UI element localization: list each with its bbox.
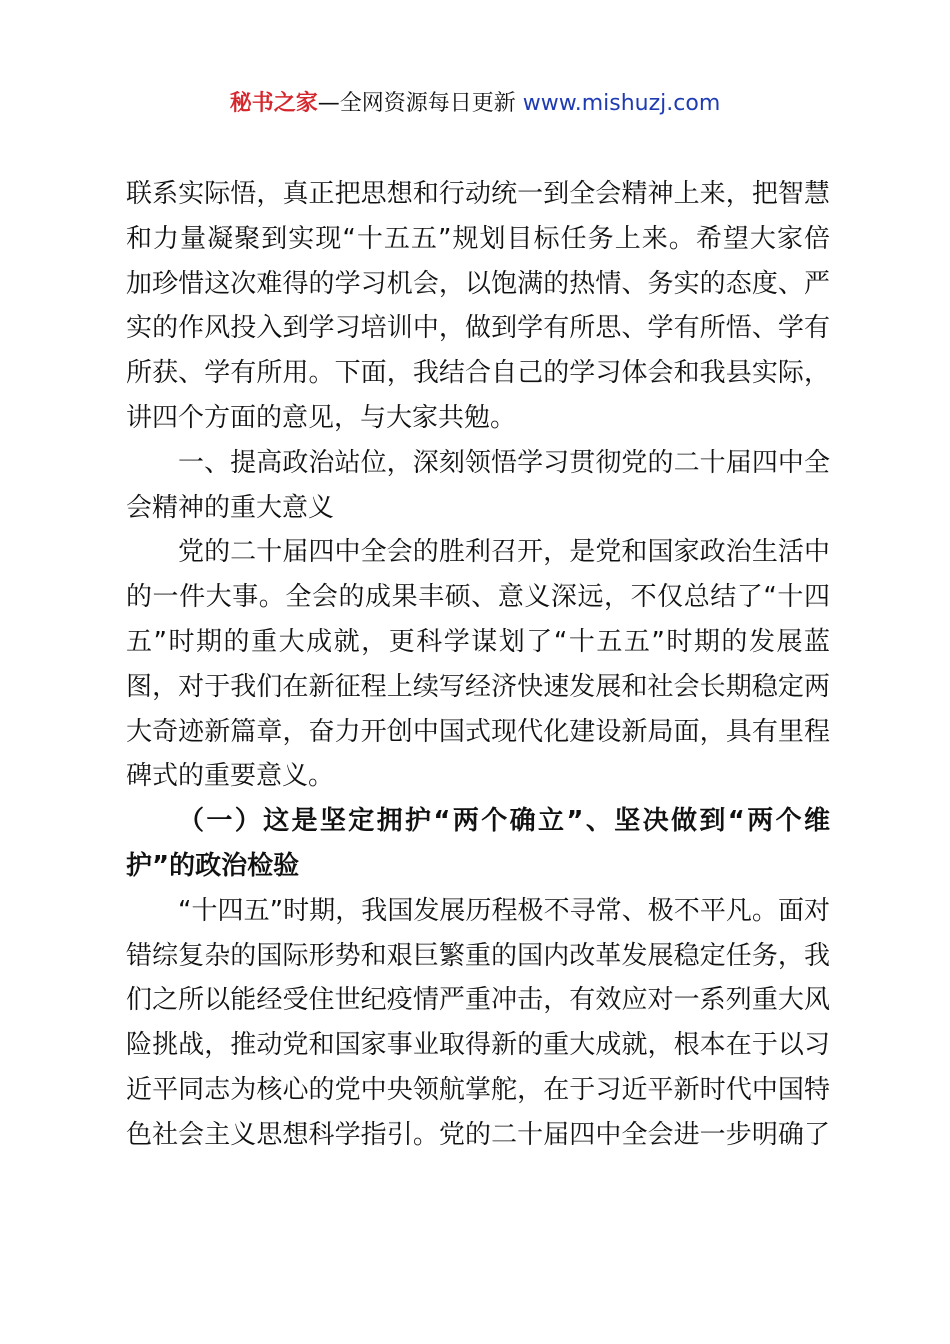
subsection-heading-line: （一）这是坚定拥护“两个确立”、坚决做到“两个维 [178,806,830,837]
text-line: 的一件大事。全会的成果丰硕、意义深远，不仅总结了“十四 [126,582,830,613]
text-line: 错综复杂的国际形势和艰巨繁重的国内改革发展稳定任务，我 [126,940,830,971]
text-line: 联系实际悟，真正把思想和行动统一到全会精神上来，把智慧 [126,179,830,209]
text-line: 加珍惜这次难得的学习机会，以饱满的热情、务实的态度、严 [126,268,830,299]
header-url-link[interactable]: www.mishuzj.com [522,91,721,116]
text-line: 们之所以能经受住世纪疫情严重冲击，有效应对一系列重大风 [126,985,830,1016]
text-line: 色社会主义思想科学指引。党的二十届四中全会进一步明确了 [126,1119,830,1150]
page-header [0,88,950,120]
text-line: 图，对于我们在新征程上续写经济快速发展和社会长期稳定两 [126,671,830,702]
section-heading-line: 一、提高政治站位，深刻领悟学习贯彻党的二十届四中全 [178,447,830,478]
text-line: 讲四个方面的意见，与大家共勉。 [126,402,517,433]
text-line: “十四五”时期，我国发展历程极不寻常、极不平凡。面对 [178,895,830,926]
document-body [126,172,830,1158]
text-line: 近平同志为核心的党中央领航掌舵，在于习近平新时代中国特 [126,1074,830,1105]
text-line: 和力量凝聚到实现“十五五”规划目标任务上来。希望大家倍 [126,223,830,254]
text-line: 所获、学有所用。下面，我结合自己的学习体会和我县实际， [126,358,830,389]
text-line: 碑式的重要意义。 [126,761,335,792]
text-line: 大奇迹新篇章，奋力开创中国式现代化建设新局面，具有里程 [126,716,830,747]
subsection-heading-line: 护”的政治检验 [126,850,300,881]
header-tagline: —全网资源每日更新 [317,91,523,116]
header-brand: 秘书之家 [229,91,318,116]
text-line: 五”时期的重大成就，更科学谋划了“十五五”时期的发展蓝 [126,626,830,657]
text-line: 险挑战，推动党和国家事业取得新的重大成就，根本在于以习 [126,1030,830,1061]
text-line: 实的作风投入到学习培训中，做到学有所思、学有所悟、学有 [126,313,830,344]
text-line: 党的二十届四中全会的胜利召开，是党和国家政治生活中 [178,537,830,568]
section-heading-line: 会精神的重大意义 [126,492,335,523]
